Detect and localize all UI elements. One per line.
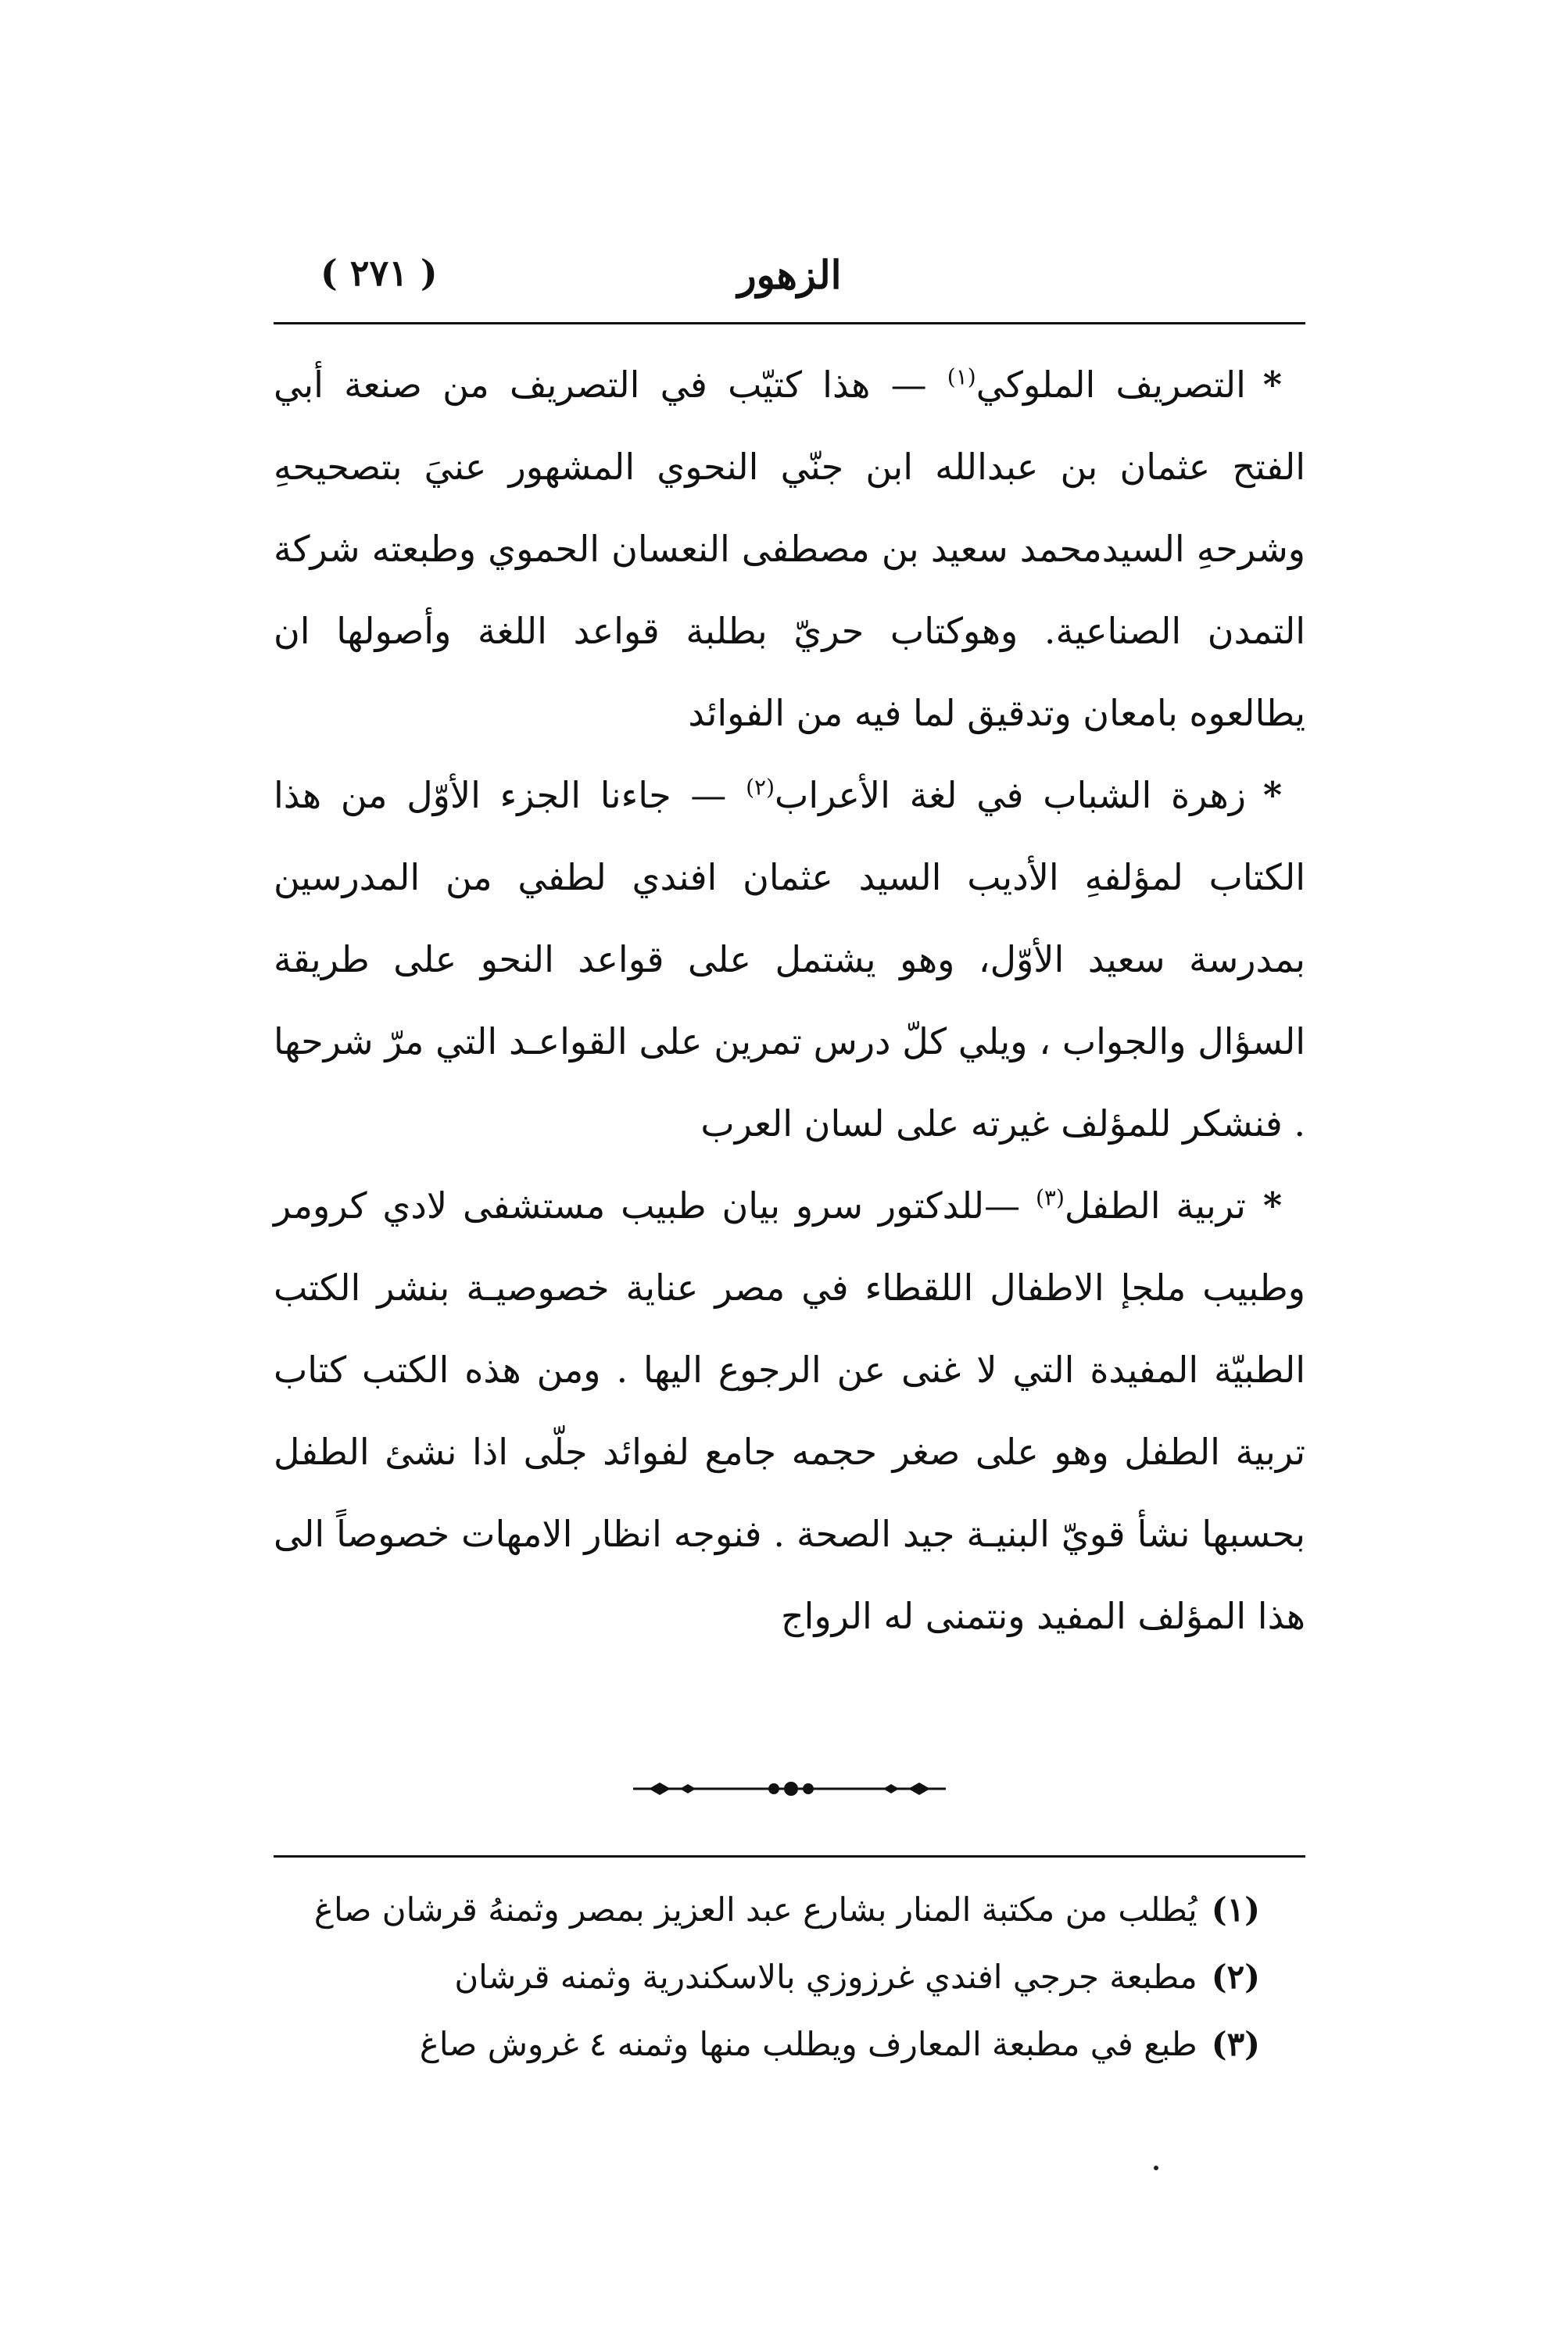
footnote-ref: (٢): [746, 774, 775, 801]
footnote-ref: (٣): [1035, 1184, 1065, 1211]
entry-bullet: *: [1262, 774, 1282, 816]
footnote-2: [274, 1944, 1305, 2011]
entry-text: — جاءنا الجزء الأوّل من هذا الكتاب لمؤلفهِ الأديب السيد عثمان افندي لطفي من المدرسين بمدرسة سعيد الأوّل، وهو يشتمل على قواعد النحو على طريقة السؤال والجواب ، ويلي كلّ درس تمرين على القواعـد التي مرّ شرحها . فنشكر للمؤلف غيرته على لسان العرب: [274, 774, 1305, 1145]
entry-title: زهرة الشباب في لغة الأعراب: [775, 774, 1246, 816]
entry-tarbiyat-altifl: [274, 1165, 1305, 1657]
footnote-text: مطبعة جرجي افندي غرزوزي بالاسكندرية وثمنه قرشان: [454, 1958, 1197, 1996]
entry-title: تربية الطفل: [1064, 1184, 1246, 1227]
entry-bullet: *: [1262, 1184, 1283, 1227]
print-speck: [1154, 2166, 1158, 2170]
entry-title: التصريف الملوكي: [976, 364, 1246, 406]
entry-bullet: *: [1262, 364, 1282, 406]
footnote-text: طبع في مطبعة المعارف ويطلب منها وثمنه ٤ غروش صاغ: [419, 2025, 1197, 2063]
footnote-number: (١): [1211, 1890, 1260, 1929]
header-rule: [274, 322, 1305, 324]
footnote-number: (٣): [1211, 2025, 1260, 2063]
body-text: [274, 344, 1305, 1657]
entry-zahrat-alshabab: [274, 754, 1305, 1165]
entry-text: —للدكتور سرو بيان طبيب مستشفى لادي كرومر وطبيب ملجإ الاطفال اللقطاء في مصر عناية خصوصيـة بنشر الكتب الطبيّة المفيدة التي لا غنى عن الرجوع اليها . ومن هذه الكتب كتاب تربية الطفل وهو على صغر حجمه جامع لفوائد جلّى اذا نشئ الطفل بحسبها نشأ قويّ البنيـة جيد الصحة . فنوجه انظار الامهات خصوصاً الى هذا المؤلف المفيد ونتمنى له الرواج: [274, 1184, 1305, 1637]
footnote-text: يُطلب من مكتبة المنار بشارع عبد العزيز بمصر وثمنهُ قرشان صاغ: [313, 1890, 1197, 1929]
footnote-number: (٢): [1211, 1958, 1260, 1996]
running-header: [274, 235, 1305, 313]
footnote-rule: [274, 1855, 1305, 1858]
entry-altasrif-almuluki: [274, 344, 1305, 754]
footnote-3: [274, 2011, 1305, 2078]
entry-text: — هذا كتيّب في التصريف من صنعة أبي الفتح عثمان بن عبدالله ابن جنّي النحوي المشهور عنيَ بتصحيحهِ وشرحهِ السيدمحمد سعيد بن مصطفى النعسان الحموي وطبعته شركة التمدن الصناعية. وهوكتاب حريّ بطلبة قواعد اللغة وأصولها ان يطالعوه بامعان وتدقيق لما فيه من الفوائد: [274, 364, 1305, 734]
footnotes: [274, 1876, 1305, 2078]
page-number: ( ٢٧١ ): [320, 252, 438, 294]
section-ornament: [618, 1773, 961, 1804]
running-title: الزهور: [737, 252, 842, 298]
footnote-ref: (١): [947, 364, 976, 390]
footnote-1: [274, 1876, 1305, 1944]
